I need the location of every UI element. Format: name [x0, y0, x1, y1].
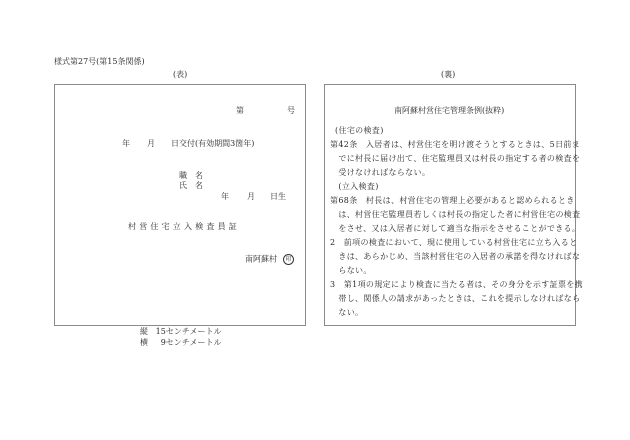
- certificate-title: 村営住宅立入検査員証: [128, 222, 240, 231]
- name-label: 氏 名: [179, 181, 203, 190]
- size-height-value: 15センチメートル: [155, 327, 222, 336]
- issue-year: 年: [122, 139, 130, 148]
- size-height-label: 縦: [140, 327, 148, 336]
- size-width-value: 9センチメートル: [160, 338, 222, 347]
- size-height: [140, 327, 222, 337]
- issue-date-text: 日交付(有効期間3箇年): [171, 139, 255, 148]
- back-line: でに村長に届け出て、住宅監理員又は村長の指定する者の検査を: [330, 154, 581, 163]
- back-line: 受けなければならない。: [330, 168, 431, 177]
- back-line: 3 第1項の規定により検査に当たる者は、その身分を示す証票を携: [330, 280, 584, 289]
- size-width-label: 横: [140, 338, 148, 347]
- back-line: 帯し、関係人の請求があったときは、これを提示しなければなら: [330, 294, 581, 303]
- back-line: 第68条 村長は、村営住宅の管理上必要があると認められるとき: [330, 196, 575, 205]
- back-line: (立入検査): [330, 182, 379, 191]
- front-card: [54, 84, 306, 326]
- back-line: らない。: [330, 266, 372, 275]
- back-line: をさせ、又は入居者に対して適当な指示をさせることができる。: [330, 224, 581, 233]
- birth-date-text: 日生: [270, 192, 286, 201]
- back-line: は、村営住宅監理員若しくは村長の指定した者に村営住宅の検査: [330, 210, 581, 219]
- number-suffix: 号: [287, 106, 295, 115]
- issue-month: 月: [147, 139, 155, 148]
- issuer-name: 南阿蘇村: [245, 254, 277, 264]
- back-line: 第42条 入居者は、村営住宅を明け渡そうとするときは、5日前ま: [330, 140, 581, 149]
- form-label: 様式第27号(第15条関係): [54, 57, 145, 66]
- birth-month: 月: [247, 192, 255, 201]
- job-title-label: 職 名: [179, 171, 203, 180]
- birth-year: 年: [221, 192, 229, 201]
- back-line: ない。: [330, 308, 364, 317]
- back-line: (住宅の検査): [335, 126, 384, 135]
- back-title: 南阿蘇村営住宅管理条例(抜粋): [394, 106, 505, 115]
- issuer: [245, 254, 294, 265]
- seal-icon: 印: [283, 254, 294, 265]
- back-label: (裏): [441, 70, 456, 79]
- number-prefix: 第: [236, 106, 244, 115]
- front-label: (表): [173, 70, 188, 79]
- back-line: きは、あらかじめ、当該村営住宅の入居者の承諾を得なければな: [330, 252, 581, 261]
- back-line: 2 前項の検査において、現に使用している村営住宅に立ち入ると: [330, 238, 578, 247]
- size-width: [140, 338, 222, 348]
